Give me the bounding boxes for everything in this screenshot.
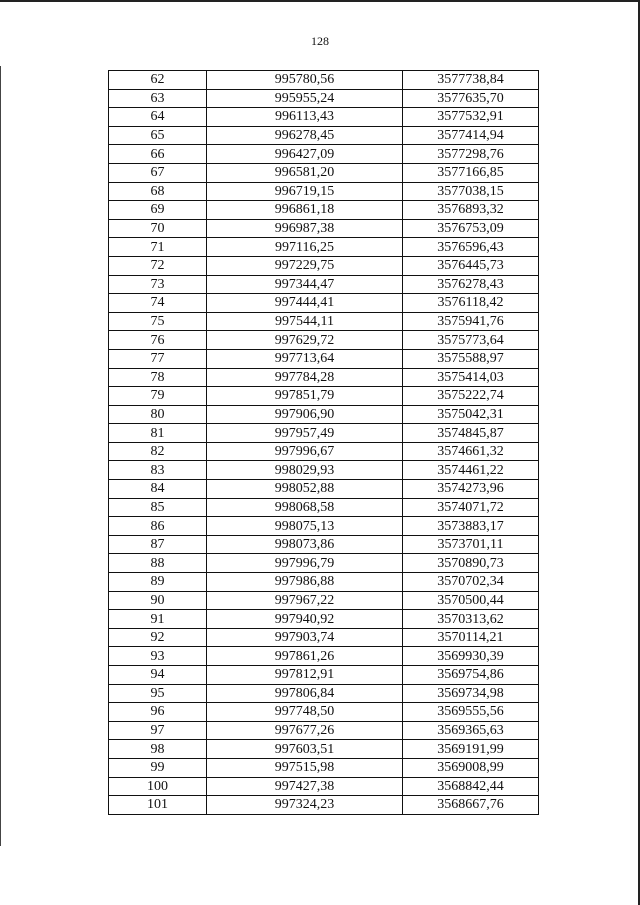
x-coordinate-cell: 997344,47	[207, 275, 403, 294]
point-number-cell: 68	[109, 182, 207, 201]
y-coordinate-cell: 3573701,11	[403, 535, 539, 554]
x-coordinate-cell: 998073,86	[207, 535, 403, 554]
point-number-cell: 90	[109, 591, 207, 610]
point-number-cell: 89	[109, 573, 207, 592]
y-coordinate-cell: 3576118,42	[403, 294, 539, 313]
table-row	[109, 368, 539, 387]
point-number-cell: 66	[109, 145, 207, 164]
point-number-cell: 62	[109, 71, 207, 90]
table-row	[109, 740, 539, 759]
point-number-cell: 94	[109, 666, 207, 685]
y-coordinate-cell: 3569008,99	[403, 758, 539, 777]
y-coordinate-cell: 3569734,98	[403, 684, 539, 703]
table-row	[109, 554, 539, 573]
x-coordinate-cell: 998029,93	[207, 461, 403, 480]
point-number-cell: 92	[109, 628, 207, 647]
point-number-cell: 85	[109, 498, 207, 517]
x-coordinate-cell: 997861,26	[207, 647, 403, 666]
y-coordinate-cell: 3574071,72	[403, 498, 539, 517]
point-number-cell: 93	[109, 647, 207, 666]
table-row	[109, 331, 539, 350]
table-row	[109, 219, 539, 238]
y-coordinate-cell: 3569754,86	[403, 666, 539, 685]
y-coordinate-cell: 3577038,15	[403, 182, 539, 201]
table-row	[109, 89, 539, 108]
y-coordinate-cell: 3577738,84	[403, 71, 539, 90]
y-coordinate-cell: 3576893,32	[403, 201, 539, 220]
point-number-cell: 101	[109, 796, 207, 815]
y-coordinate-cell: 3575941,76	[403, 312, 539, 331]
coordinates-table-body	[109, 71, 539, 815]
y-coordinate-cell: 3570500,44	[403, 591, 539, 610]
table-row	[109, 628, 539, 647]
table-row	[109, 275, 539, 294]
y-coordinate-cell: 3575773,64	[403, 331, 539, 350]
table-row	[109, 684, 539, 703]
table-row	[109, 498, 539, 517]
point-number-cell: 70	[109, 219, 207, 238]
table-row	[109, 610, 539, 629]
x-coordinate-cell: 997967,22	[207, 591, 403, 610]
table-row	[109, 238, 539, 257]
y-coordinate-cell: 3574661,32	[403, 442, 539, 461]
table-row	[109, 666, 539, 685]
table-row	[109, 517, 539, 536]
table-row	[109, 480, 539, 499]
point-number-cell: 77	[109, 349, 207, 368]
point-number-cell: 76	[109, 331, 207, 350]
table-row	[109, 294, 539, 313]
y-coordinate-cell: 3576753,09	[403, 219, 539, 238]
y-coordinate-cell: 3577166,85	[403, 163, 539, 182]
table-row	[109, 721, 539, 740]
table-row	[109, 703, 539, 722]
table-row	[109, 387, 539, 406]
coordinates-table	[108, 70, 539, 815]
x-coordinate-cell: 997806,84	[207, 684, 403, 703]
x-coordinate-cell: 997986,88	[207, 573, 403, 592]
point-number-cell: 83	[109, 461, 207, 480]
y-coordinate-cell: 3568842,44	[403, 777, 539, 796]
y-coordinate-cell: 3575414,03	[403, 368, 539, 387]
y-coordinate-cell: 3577532,91	[403, 108, 539, 127]
x-coordinate-cell: 997906,90	[207, 405, 403, 424]
point-number-cell: 73	[109, 275, 207, 294]
x-coordinate-cell: 998068,58	[207, 498, 403, 517]
table-row	[109, 777, 539, 796]
x-coordinate-cell: 997603,51	[207, 740, 403, 759]
y-coordinate-cell: 3575588,97	[403, 349, 539, 368]
x-coordinate-cell: 997116,25	[207, 238, 403, 257]
y-coordinate-cell: 3576596,43	[403, 238, 539, 257]
point-number-cell: 63	[109, 89, 207, 108]
y-coordinate-cell: 3570313,62	[403, 610, 539, 629]
point-number-cell: 78	[109, 368, 207, 387]
y-coordinate-cell: 3574461,22	[403, 461, 539, 480]
point-number-cell: 98	[109, 740, 207, 759]
table-row	[109, 163, 539, 182]
x-coordinate-cell: 997903,74	[207, 628, 403, 647]
point-number-cell: 95	[109, 684, 207, 703]
x-coordinate-cell: 997784,28	[207, 368, 403, 387]
x-coordinate-cell: 996719,15	[207, 182, 403, 201]
table-row	[109, 573, 539, 592]
point-number-cell: 71	[109, 238, 207, 257]
page-number: 128	[311, 34, 329, 48]
y-coordinate-cell: 3573883,17	[403, 517, 539, 536]
point-number-cell: 97	[109, 721, 207, 740]
y-coordinate-cell: 3574273,96	[403, 480, 539, 499]
y-coordinate-cell: 3575042,31	[403, 405, 539, 424]
table-row	[109, 647, 539, 666]
x-coordinate-cell: 997324,23	[207, 796, 403, 815]
table-row	[109, 145, 539, 164]
table-row	[109, 71, 539, 90]
x-coordinate-cell: 997677,26	[207, 721, 403, 740]
x-coordinate-cell: 997957,49	[207, 424, 403, 443]
x-coordinate-cell: 997940,92	[207, 610, 403, 629]
x-coordinate-cell: 995955,24	[207, 89, 403, 108]
y-coordinate-cell: 3569191,99	[403, 740, 539, 759]
x-coordinate-cell: 995780,56	[207, 71, 403, 90]
x-coordinate-cell: 996987,38	[207, 219, 403, 238]
point-number-cell: 96	[109, 703, 207, 722]
point-number-cell: 81	[109, 424, 207, 443]
point-number-cell: 99	[109, 758, 207, 777]
table-row	[109, 182, 539, 201]
y-coordinate-cell: 3569555,56	[403, 703, 539, 722]
x-coordinate-cell: 997851,79	[207, 387, 403, 406]
y-coordinate-cell: 3576278,43	[403, 275, 539, 294]
table-row	[109, 535, 539, 554]
y-coordinate-cell: 3577635,70	[403, 89, 539, 108]
x-coordinate-cell: 997427,38	[207, 777, 403, 796]
y-coordinate-cell: 3569365,63	[403, 721, 539, 740]
x-coordinate-cell: 996581,20	[207, 163, 403, 182]
table-row	[109, 442, 539, 461]
x-coordinate-cell: 997229,75	[207, 256, 403, 275]
point-number-cell: 84	[109, 480, 207, 499]
point-number-cell: 80	[109, 405, 207, 424]
x-coordinate-cell: 998052,88	[207, 480, 403, 499]
x-coordinate-cell: 997996,67	[207, 442, 403, 461]
table-row	[109, 201, 539, 220]
y-coordinate-cell: 3574845,87	[403, 424, 539, 443]
y-coordinate-cell: 3570890,73	[403, 554, 539, 573]
table-row	[109, 591, 539, 610]
scan-edge-top	[0, 0, 640, 2]
y-coordinate-cell: 3577414,94	[403, 126, 539, 145]
x-coordinate-cell: 997812,91	[207, 666, 403, 685]
table-row	[109, 405, 539, 424]
x-coordinate-cell: 997713,64	[207, 349, 403, 368]
table-row	[109, 256, 539, 275]
y-coordinate-cell: 3575222,74	[403, 387, 539, 406]
point-number-cell: 67	[109, 163, 207, 182]
x-coordinate-cell: 997515,98	[207, 758, 403, 777]
y-coordinate-cell: 3568667,76	[403, 796, 539, 815]
point-number-cell: 69	[109, 201, 207, 220]
point-number-cell: 88	[109, 554, 207, 573]
scan-edge-left	[0, 66, 1, 846]
table-row	[109, 758, 539, 777]
point-number-cell: 72	[109, 256, 207, 275]
point-number-cell: 79	[109, 387, 207, 406]
point-number-cell: 91	[109, 610, 207, 629]
point-number-cell: 64	[109, 108, 207, 127]
table-row	[109, 108, 539, 127]
point-number-cell: 65	[109, 126, 207, 145]
x-coordinate-cell: 996861,18	[207, 201, 403, 220]
x-coordinate-cell: 996427,09	[207, 145, 403, 164]
y-coordinate-cell: 3576445,73	[403, 256, 539, 275]
x-coordinate-cell: 997544,11	[207, 312, 403, 331]
x-coordinate-cell: 997444,41	[207, 294, 403, 313]
x-coordinate-cell: 996113,43	[207, 108, 403, 127]
point-number-cell: 100	[109, 777, 207, 796]
x-coordinate-cell: 997629,72	[207, 331, 403, 350]
point-number-cell: 87	[109, 535, 207, 554]
x-coordinate-cell: 997748,50	[207, 703, 403, 722]
y-coordinate-cell: 3569930,39	[403, 647, 539, 666]
point-number-cell: 75	[109, 312, 207, 331]
point-number-cell: 74	[109, 294, 207, 313]
point-number-cell: 82	[109, 442, 207, 461]
x-coordinate-cell: 998075,13	[207, 517, 403, 536]
y-coordinate-cell: 3570114,21	[403, 628, 539, 647]
x-coordinate-cell: 997996,79	[207, 554, 403, 573]
table-row	[109, 312, 539, 331]
table-row	[109, 461, 539, 480]
y-coordinate-cell: 3570702,34	[403, 573, 539, 592]
table-row	[109, 126, 539, 145]
table-row	[109, 424, 539, 443]
table-row	[109, 796, 539, 815]
table-row	[109, 349, 539, 368]
y-coordinate-cell: 3577298,76	[403, 145, 539, 164]
point-number-cell: 86	[109, 517, 207, 536]
x-coordinate-cell: 996278,45	[207, 126, 403, 145]
